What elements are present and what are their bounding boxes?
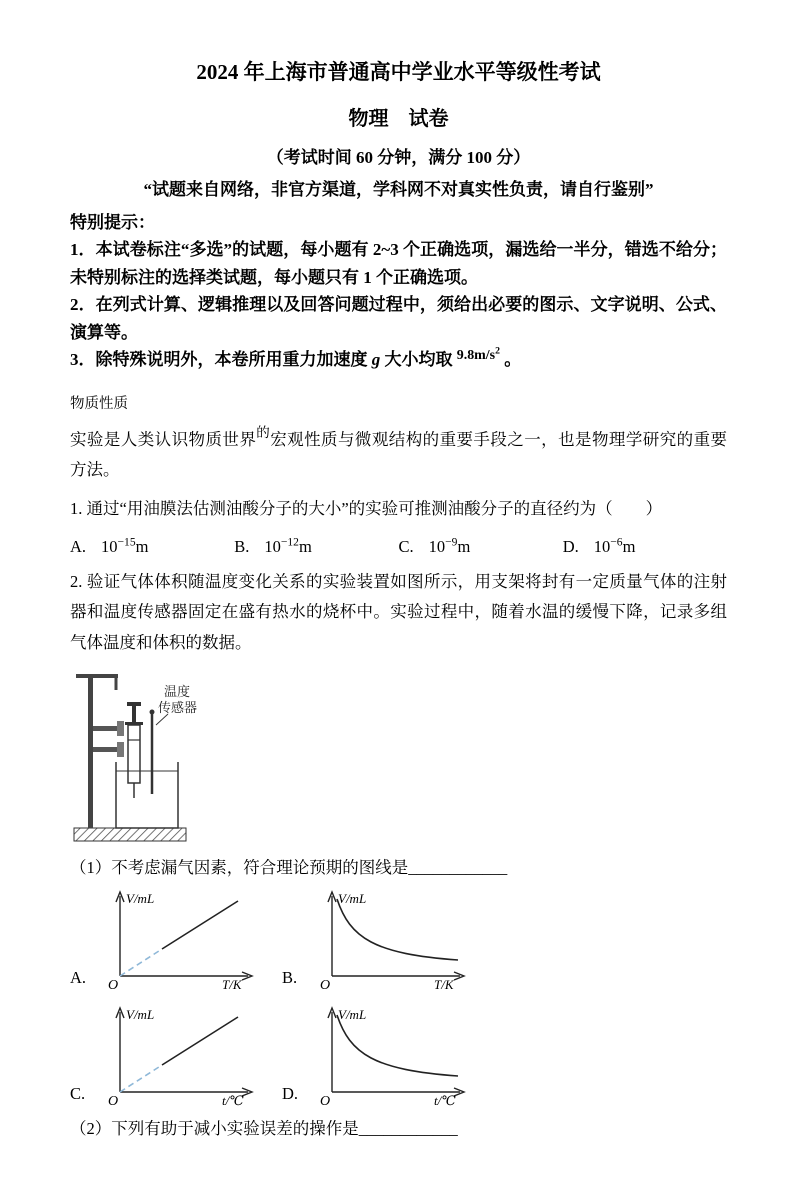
question-1: 1. 通过“用油膜法估测油酸分子的大小”的实验可推测油酸分子的直径约为（ ） [70, 498, 663, 518]
section-label: 物质性质 [70, 395, 128, 412]
y-axis-label: V/mL [338, 1007, 367, 1022]
syringe-plunger-stem [132, 706, 136, 722]
stand-base [74, 828, 186, 841]
intro-raised-char: 的 [256, 425, 271, 441]
question-1-options [70, 536, 727, 557]
tip-3 [70, 346, 727, 374]
x-axis-label: t/℃ [222, 1093, 244, 1108]
clamp-grip-lower [117, 742, 124, 757]
stand-top-bar [76, 674, 118, 678]
question-2-part2: （2）下列有助于减小实验误差的操作是____________ [70, 1119, 458, 1138]
option-c-unit: m [457, 536, 471, 556]
option-d-unit: m [622, 536, 636, 556]
option-b-label: B. [234, 536, 250, 556]
tip-1: 1．本试卷标注“多选”的试题，每小题有 2~3 个正确选项，漏选给一半分，错选不给分；未特别标注的选择类试题，每小题只有 1 个正确选项。 [70, 240, 727, 287]
syringe-plunger-handle [127, 702, 141, 706]
tips-header: 特别提示： [70, 213, 155, 232]
tip-3-prefix: 3．除特殊说明外，本卷所用重力加速度 [70, 350, 372, 370]
option-d-base: 10 [593, 536, 611, 556]
gravity-value [456, 345, 500, 364]
option-a-exp: −15 [117, 536, 136, 549]
disclaimer-line: “试题来自网络，非官方渠道，学科网不对真实性负责，请自行鉴别” [143, 180, 654, 199]
dashed-extrapolation-line [120, 1065, 162, 1092]
option-d [563, 536, 727, 557]
option-d-label: D. [562, 536, 579, 556]
data-curve [337, 899, 458, 960]
graph-c-plot [98, 1002, 270, 1108]
option-c [399, 536, 563, 557]
graph-a-plot [98, 886, 270, 992]
option-a-label: A. [70, 536, 87, 556]
sensor-label-line2: 传感器 [158, 700, 198, 716]
stand-rod [88, 674, 93, 828]
origin-label: O [108, 978, 119, 992]
graph-d-plot [310, 1002, 482, 1108]
label-leader-line [156, 714, 168, 725]
graph-option-b [282, 886, 494, 992]
graph-d-letter: D. [282, 1084, 299, 1103]
option-c-label: C. [398, 536, 414, 556]
graph-option-a [70, 886, 282, 992]
intro-part-a: 实验是人类认识物质世界 [70, 429, 257, 449]
option-b-unit: m [298, 536, 312, 556]
apparatus-diagram [70, 668, 265, 846]
page-title: 2024 年上海市普通高中学业水平等级性考试 [196, 60, 601, 84]
page-subtitle: 物理 试卷 [348, 108, 449, 130]
beaker [116, 762, 178, 828]
data-line [162, 901, 238, 949]
option-d-value [594, 537, 636, 556]
sensor-label-line1: 温度 [164, 684, 191, 700]
answer-graphs [70, 886, 727, 1108]
y-axis-label: V/mL [126, 1007, 155, 1022]
exam-meta: （考试时间 60 分钟，满分 100 分） [266, 148, 531, 167]
data-line [162, 1017, 238, 1065]
option-b-base: 10 [264, 536, 281, 556]
graph-a-letter: A. [70, 968, 87, 987]
option-c-exp: −9 [445, 536, 458, 549]
graph-option-c [70, 1002, 282, 1108]
question-2: 2. 验证气体体积随温度变化关系的实验装置如图所示，用支架将封有一定质量气体的注射器和温度传感器固定在盛有热水的烧杯中。实验过程中，随着水温的缓慢下降，记录多组气体温度和体积的数据。 [70, 571, 727, 652]
gravity-symbol: g [371, 350, 381, 370]
option-d-exp: −6 [610, 536, 623, 549]
option-c-value [429, 537, 471, 556]
intro-part-b: 宏观性质与微观结构的重要手段之一，也是物理学研究的重要方法。 [70, 429, 728, 480]
option-a [70, 536, 234, 557]
data-curve [337, 1015, 458, 1076]
option-b [234, 536, 398, 557]
option-c-base: 10 [428, 536, 446, 556]
clamp-arm-lower [93, 747, 117, 752]
dashed-extrapolation-line [120, 949, 162, 976]
section-intro [70, 425, 727, 486]
tip-3-suffix: 。 [499, 350, 522, 370]
option-a-value [101, 537, 148, 556]
graph-b-plot [310, 886, 482, 992]
option-a-unit: m [135, 536, 149, 556]
syringe-barrel [128, 725, 140, 783]
graph-c-letter: C. [70, 1084, 86, 1103]
origin-label: O [320, 1094, 331, 1108]
sensor-top [150, 710, 155, 715]
question-2-part1: （1）不考虑漏气因素，符合理论预期的图线是____________ [70, 858, 508, 878]
origin-label: O [320, 978, 331, 992]
y-axis-label: V/mL [126, 891, 155, 906]
clamp-grip-upper [117, 721, 124, 736]
x-axis-label: T/K [222, 977, 242, 992]
tip-2: 2．在列式计算、逻辑推理以及回答问题过程中，须给出必要的图示、文字说明、公式、演算等。 [70, 295, 727, 342]
gravity-value-exponent: 2 [495, 345, 500, 357]
tip-3-mid: 大小均取 [380, 350, 457, 370]
option-a-base: 10 [101, 536, 118, 556]
y-axis-label: V/mL [338, 891, 367, 906]
clamp-arm-upper [93, 726, 117, 731]
origin-label: O [108, 1094, 119, 1108]
x-axis-label: t/℃ [434, 1093, 456, 1108]
graph-option-d [282, 1002, 494, 1108]
gravity-value-base: 9.8m/s [456, 348, 496, 364]
graph-b-letter: B. [282, 968, 298, 987]
x-axis-label: T/K [434, 977, 454, 992]
apparatus-figure [70, 668, 727, 851]
option-b-exp: −12 [280, 536, 299, 549]
option-b-value [264, 537, 311, 556]
